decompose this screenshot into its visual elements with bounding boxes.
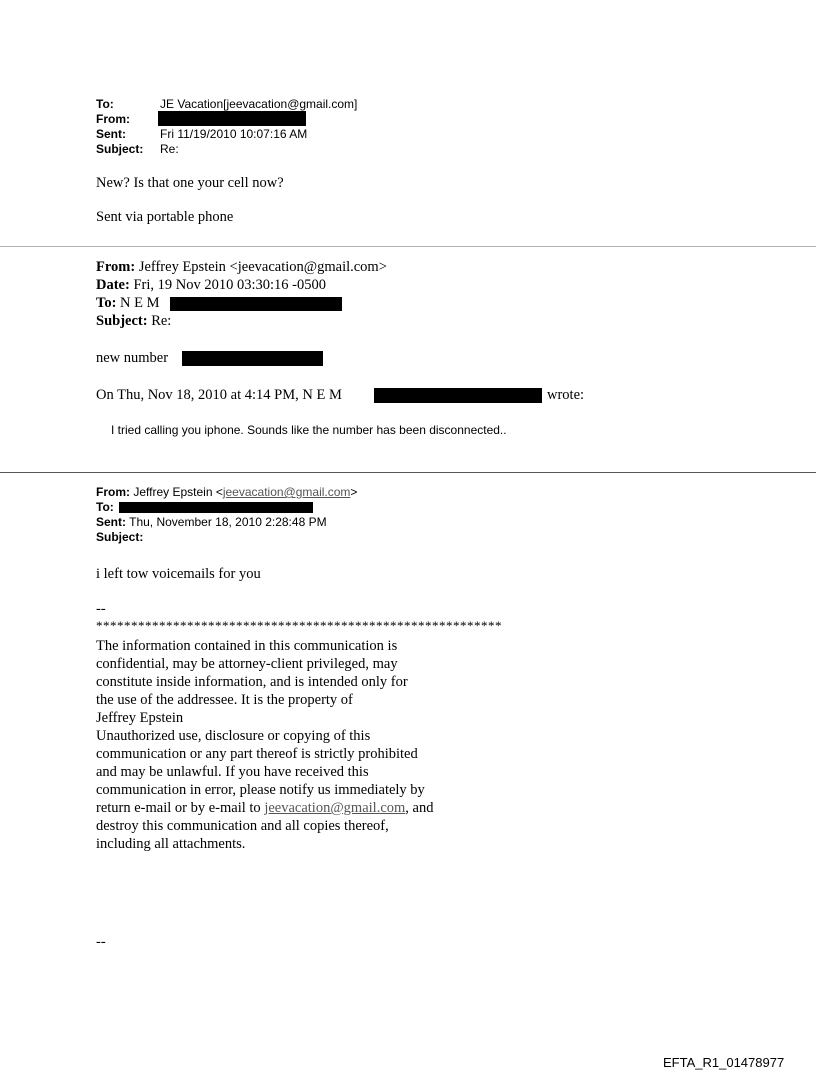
msg3-from-prefix: Jeffrey Epstein <: [133, 485, 223, 499]
msg2-body-line1: new number: [96, 350, 169, 366]
redaction-bar: [374, 388, 542, 403]
msg2-quote-intro-suffix: wrote:: [547, 387, 585, 403]
redaction-bar: [170, 297, 342, 311]
msg2-subject-value: Re:: [151, 313, 172, 329]
msg2-from-line: [96, 258, 387, 276]
msg2-subject-label: Subject:: [96, 313, 148, 329]
signature-dash: --: [96, 601, 106, 617]
msg3-from-suffix: >: [350, 485, 358, 499]
disclaimer-text-part2: , and destroy this communication and all copies thereof, including all attachments.: [96, 800, 434, 852]
msg1-subject-label: Subject:: [96, 142, 144, 156]
msg3-body-line1: i left tow voicemails for you: [96, 566, 261, 582]
msg2-date-label: Date:: [96, 277, 130, 293]
msg2-from-label: From:: [96, 259, 136, 275]
msg2-subject-line: [96, 312, 171, 330]
msg2-quoted-text: I tried calling you iphone. Sounds like the number has been disconnected..: [111, 423, 507, 437]
redaction-bar: [182, 351, 323, 366]
msg3-to-label: To:: [96, 500, 114, 514]
msg1-subject-value: Re:: [160, 142, 179, 156]
msg1-sent-value: Fri 11/19/2010 10:07:16 AM: [160, 127, 308, 141]
msg2-from-value: Jeffrey Epstein <jeevacation@gmail.com>: [138, 259, 387, 275]
msg3-sent-label: Sent:: [96, 515, 126, 529]
msg1-sent-label: Sent:: [96, 127, 126, 141]
msg1-body-line1: New? Is that one your cell now?: [96, 175, 284, 191]
msg3-subject-label: Subject:: [96, 530, 144, 544]
msg2-quote-intro-prefix: On Thu, Nov 18, 2010 at 4:14 PM, N E M: [96, 387, 342, 403]
msg2-to-value: N E M: [120, 295, 160, 311]
msg3-from-label: From:: [96, 485, 130, 499]
msg2-date-value: Fri, 19 Nov 2010 03:30:16 -0500: [133, 277, 326, 293]
msg3-from-email-link[interactable]: jeevacation@gmail.com: [222, 485, 351, 499]
end-dash: --: [96, 934, 106, 950]
msg3-sent-line: [96, 515, 327, 530]
msg2-to-line: [96, 294, 160, 312]
msg1-to-label: To:: [96, 97, 114, 111]
msg1-body-line2: Sent via portable phone: [96, 209, 234, 225]
signature-stars: **********************************************************: [96, 618, 502, 633]
msg1-from-label: From:: [96, 112, 130, 126]
msg2-date-line: [96, 276, 326, 294]
separator-rule: [0, 472, 816, 473]
disclaimer-email-link[interactable]: jeevacation@gmail.com: [264, 800, 406, 816]
disclaimer-text-part1: The information contained in this communication is confidential, may be attorney-client privileged, may constitute inside information, and is intended only for the use of the addressee. It is the property of Jeffrey Epstein Unauthorized use, disclosure or copying of this communication or any part thereof is strictly prohibited and may be unlawful. If you have received this communication in error, please notify us immediately by return e-mail or by e-mail to: [96, 638, 425, 816]
msg2-to-label: To:: [96, 295, 117, 311]
msg3-sent-value: Thu, November 18, 2010 2:28:48 PM: [129, 515, 327, 529]
separator-rule: [0, 246, 816, 247]
document-id: EFTA_R1_01478977: [663, 1055, 785, 1070]
redaction-bar: [119, 502, 313, 513]
msg1-to-value: JE Vacation[jeevacation@gmail.com]: [160, 97, 358, 111]
msg3-from-line: [96, 485, 357, 500]
redaction-bar: [158, 111, 306, 126]
confidentiality-disclaimer: [96, 637, 496, 853]
